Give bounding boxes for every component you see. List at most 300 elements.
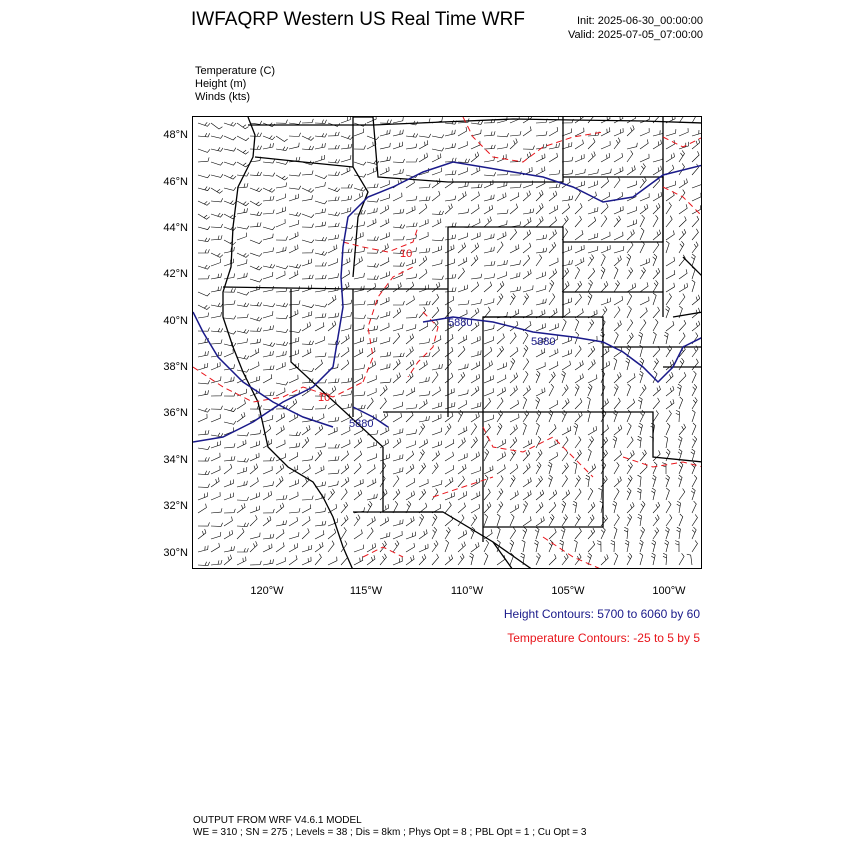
wind-barb <box>380 232 389 240</box>
wind-barb <box>380 120 392 124</box>
wind-barb <box>276 329 288 332</box>
wind-barb <box>458 364 468 370</box>
wind-barb <box>302 322 311 331</box>
chart-title: IWFAQRP Western US Real Time WRF <box>191 9 525 30</box>
wind-barb <box>601 127 610 136</box>
wind-barb <box>406 133 418 137</box>
wind-barb <box>614 256 621 266</box>
wind-barb <box>458 426 467 435</box>
wind-barb <box>549 280 554 292</box>
wind-barb <box>614 307 620 318</box>
wind-barb <box>458 453 467 461</box>
wind-barb <box>341 477 349 487</box>
wind-barb <box>471 184 482 188</box>
wind-barb <box>637 436 641 448</box>
wind-barb <box>666 423 670 435</box>
wind-barb <box>523 516 531 526</box>
wind-barb <box>588 246 598 253</box>
wind-barb <box>627 437 633 448</box>
wind-barb <box>263 272 273 279</box>
lat-label: 38°N <box>163 361 188 373</box>
wind-barb <box>692 384 697 396</box>
field-list <box>195 65 275 104</box>
wind-barb <box>653 386 661 396</box>
wind-barb <box>302 311 312 318</box>
wind-barb <box>198 562 210 566</box>
wind-barb <box>328 489 335 500</box>
wind-barb <box>664 436 667 448</box>
wind-barb <box>627 254 631 266</box>
wind-barb <box>536 502 543 513</box>
wind-barb <box>354 490 362 500</box>
wind-barb <box>250 121 262 125</box>
wind-barb <box>341 391 352 396</box>
wind-barb <box>497 242 503 253</box>
wind-barb <box>692 139 700 149</box>
wind-barb <box>653 230 661 240</box>
wind-barb <box>484 424 490 435</box>
wind-barb <box>315 508 326 513</box>
wind-barb <box>406 532 416 539</box>
wind-barb <box>679 397 683 409</box>
wind-barb <box>549 230 557 240</box>
wind-barb <box>393 467 403 474</box>
wind-barb <box>549 372 555 383</box>
wind-barb <box>471 192 479 201</box>
wind-barb <box>289 543 298 552</box>
wind-barb <box>393 541 399 552</box>
wind-barb <box>692 295 700 305</box>
wind-barb <box>561 527 565 539</box>
wind-barb <box>497 209 508 214</box>
wind-barb <box>211 188 223 193</box>
wind-barb <box>627 333 633 344</box>
wind-barb <box>263 264 275 268</box>
wind-barb <box>289 245 298 253</box>
wind-barb <box>497 144 508 150</box>
wind-barb <box>653 140 662 149</box>
wind-barb <box>640 241 644 253</box>
wind-barb <box>445 274 456 279</box>
wind-barb <box>601 554 608 565</box>
wind-barb <box>263 534 274 539</box>
wind-barb <box>471 402 481 409</box>
wind-barb <box>315 155 325 162</box>
wind-barb <box>536 203 543 214</box>
wind-barb <box>653 528 659 540</box>
wind-barb <box>354 257 362 266</box>
wind-barb <box>549 294 555 306</box>
wind-barb <box>198 238 210 242</box>
wind-barb <box>653 502 660 513</box>
wind-barb <box>536 450 542 461</box>
wind-barb <box>432 414 441 422</box>
wind-barb <box>471 413 479 422</box>
wind-barb <box>484 234 494 240</box>
wind-barb <box>536 371 540 383</box>
wind-barb <box>380 143 390 149</box>
wind-barb <box>523 423 526 435</box>
wind-barb <box>665 540 669 552</box>
wind-barb <box>523 332 528 344</box>
wind-barb <box>432 211 444 215</box>
wind-barb <box>263 303 275 306</box>
wind-barb <box>250 328 262 332</box>
wind-barb <box>510 286 521 292</box>
wind-barb <box>484 145 495 149</box>
wind-barb <box>471 437 477 448</box>
wind-barb <box>367 375 376 383</box>
wind-barb <box>406 347 413 358</box>
wind-barb <box>588 293 592 305</box>
wind-barb <box>302 368 314 371</box>
wind-barb <box>588 436 594 448</box>
wind-barb <box>497 502 503 514</box>
wind-barb <box>224 226 236 230</box>
wind-barb <box>471 361 480 370</box>
wind-barb <box>250 492 259 500</box>
wind-barb <box>406 206 415 214</box>
wind-barb <box>692 423 696 435</box>
wind-barb <box>601 437 608 448</box>
wind-barb <box>614 332 618 344</box>
footer-config: WE = 310 ; SN = 275 ; Levels = 38 ; Dis = 8km ; Phys Opt = 8 ; PBL Opt = 1 ; Cu Opt = 3 <box>193 827 587 838</box>
wind-barb <box>484 261 495 266</box>
wind-barb <box>692 151 699 162</box>
wind-barb <box>224 509 235 513</box>
wind-barb <box>250 464 258 474</box>
wind-barb <box>211 406 223 410</box>
wind-barb <box>224 392 236 396</box>
wind-barb <box>497 220 507 227</box>
wind-barb <box>432 260 442 267</box>
wind-barb <box>211 392 222 396</box>
wind-barb <box>523 371 528 383</box>
wind-barb <box>302 425 310 435</box>
wind-barb <box>380 257 389 266</box>
wind-barb <box>289 399 297 409</box>
wind-barb <box>627 514 632 526</box>
wind-barb <box>276 440 285 448</box>
wind-barb <box>224 342 236 346</box>
wind-barb <box>549 242 556 253</box>
wind-barb <box>601 203 608 214</box>
wind-barb <box>458 141 467 149</box>
wind-barb <box>510 131 521 136</box>
wind-barb <box>354 348 363 357</box>
wind-barb <box>263 374 272 383</box>
wind-barb <box>666 488 669 500</box>
wind-barb <box>497 260 507 266</box>
wind-barb <box>237 440 246 448</box>
wind-barb <box>302 545 312 552</box>
wind-barb <box>341 378 352 383</box>
wind-barb <box>432 364 442 370</box>
wind-barb <box>614 514 619 526</box>
wind-barb <box>250 201 262 206</box>
wind-barb <box>575 258 584 267</box>
wind-barb <box>653 319 658 331</box>
wind-barb <box>198 380 210 384</box>
wind-barb <box>263 173 275 177</box>
wind-barb <box>575 514 580 526</box>
wind-barb <box>328 223 339 227</box>
wind-barb <box>614 177 620 188</box>
wind-barb <box>692 205 701 214</box>
wind-barb <box>458 167 467 175</box>
wind-barb <box>666 321 674 331</box>
wind-barb <box>432 480 442 487</box>
wind-barb <box>263 227 275 230</box>
wind-barb <box>445 555 453 565</box>
wind-barb <box>614 206 623 214</box>
wind-barb <box>510 491 518 500</box>
wind-barb <box>198 471 210 475</box>
wind-barb <box>367 494 377 500</box>
wind-barb <box>445 334 453 344</box>
wind-barb <box>237 329 249 333</box>
wind-barb <box>588 528 595 539</box>
wind-barb <box>198 430 209 435</box>
wind-barb <box>354 174 366 177</box>
wind-barb <box>692 410 695 422</box>
wind-barb <box>573 501 577 513</box>
wind-barb <box>510 229 517 240</box>
wind-barb <box>263 544 272 552</box>
wind-barb <box>354 545 363 552</box>
wind-barb <box>237 497 249 501</box>
wind-barb <box>497 232 506 240</box>
wind-barb <box>393 301 404 305</box>
wind-barb <box>562 437 568 448</box>
wind-barb <box>625 540 629 552</box>
wind-barb <box>328 212 340 216</box>
wind-barb <box>549 191 557 201</box>
wind-barb <box>445 204 452 214</box>
wind-barb <box>601 476 607 487</box>
wind-barb <box>666 216 672 227</box>
wind-barb <box>484 131 495 136</box>
wind-barb <box>315 405 326 409</box>
wind-barb <box>523 230 531 240</box>
wind-barb <box>315 554 321 565</box>
wind-barb <box>614 232 623 240</box>
wind-barb <box>406 223 417 227</box>
wind-barb <box>627 230 634 241</box>
wind-barb <box>586 475 590 487</box>
wind-barb <box>575 281 582 292</box>
wind-barb <box>237 467 247 474</box>
wind-barb <box>653 155 663 162</box>
wind-barb <box>419 554 426 565</box>
wind-barb <box>406 334 414 344</box>
wind-barb <box>652 540 656 552</box>
wind-barb <box>484 415 494 422</box>
wind-barb <box>536 553 540 565</box>
wind-barb <box>367 517 375 527</box>
wind-barb <box>523 146 535 150</box>
wind-barb <box>367 208 377 214</box>
wind-barb <box>445 527 450 539</box>
wind-barb <box>497 294 503 305</box>
wind-barb <box>679 320 686 331</box>
wind-barb <box>536 323 545 331</box>
wind-barb <box>211 414 220 422</box>
wind-barb <box>198 201 210 205</box>
wind-barb <box>536 490 544 500</box>
wind-barb <box>597 541 601 552</box>
height-label: 5880 <box>531 336 556 348</box>
wind-barb <box>406 296 414 305</box>
wind-barb <box>432 178 440 188</box>
wind-barb <box>276 136 288 142</box>
wind-barb <box>575 489 581 500</box>
wind-barb <box>237 149 249 154</box>
wind-barb <box>289 555 297 565</box>
wind-barb <box>198 457 209 461</box>
wind-barb <box>601 347 609 357</box>
wind-barb <box>276 194 286 201</box>
wind-barb <box>676 410 680 422</box>
wind-barb <box>211 135 223 138</box>
wind-barb <box>601 399 609 409</box>
wind-barb <box>523 490 531 500</box>
wind-barb <box>393 373 401 383</box>
wind-barb <box>548 475 552 487</box>
wind-barb <box>302 504 311 513</box>
wind-barb <box>523 269 531 279</box>
wind-barb <box>393 308 401 318</box>
wind-barb <box>341 502 348 513</box>
field-temperature: Temperature (C) <box>195 65 276 77</box>
wind-barb <box>315 313 326 318</box>
wind-barb <box>341 144 352 149</box>
wind-barb <box>276 557 285 565</box>
wind-barb <box>263 559 274 565</box>
wind-barb <box>601 281 608 292</box>
wind-barb <box>393 117 403 123</box>
wind-barb <box>692 514 698 526</box>
wind-barb <box>549 361 558 370</box>
wind-barb <box>549 490 557 500</box>
wind-barb <box>250 453 259 461</box>
wind-barb <box>497 154 506 162</box>
wind-barb <box>536 154 545 162</box>
wind-barb <box>328 427 337 435</box>
wind-barb <box>666 153 675 162</box>
wind-barb <box>419 479 428 487</box>
wind-barb <box>510 400 519 409</box>
wind-barb <box>380 532 390 539</box>
wind-barb <box>263 481 274 487</box>
wind-barb <box>263 491 272 500</box>
wind-barb <box>627 283 636 292</box>
wind-barb <box>522 540 525 552</box>
wind-barb <box>445 296 454 305</box>
wind-barb <box>406 360 414 370</box>
wind-barb <box>302 406 314 410</box>
wind-barb <box>471 299 481 305</box>
wind-barb <box>341 464 349 474</box>
init-time: Init: 2025-06-30_00:00:00 <box>577 15 703 27</box>
wind-barb <box>393 169 403 175</box>
weather-map <box>192 116 702 569</box>
wind-barb <box>380 541 386 552</box>
wind-barb <box>484 398 491 409</box>
wind-barb <box>536 397 540 409</box>
wind-barb <box>458 209 469 214</box>
wind-barb <box>536 299 546 305</box>
wind-barb <box>406 464 414 474</box>
wind-barb <box>406 411 413 422</box>
wind-barb <box>692 280 695 292</box>
wind-barb <box>198 363 208 370</box>
wind-barb <box>211 235 222 240</box>
wind-barb <box>224 464 232 474</box>
wind-barb <box>419 339 430 345</box>
wind-barb <box>328 470 339 475</box>
wind-barb <box>198 328 210 332</box>
wind-barb <box>393 402 403 409</box>
wind-barb <box>627 166 635 176</box>
wind-barb <box>575 294 582 305</box>
wind-barb <box>574 462 577 474</box>
wind-barb <box>367 276 379 280</box>
wind-barb <box>198 390 209 396</box>
wind-barb <box>276 207 286 214</box>
wind-barb <box>662 463 666 474</box>
wind-barb <box>458 491 467 500</box>
wind-barb <box>458 159 470 163</box>
wind-barb <box>638 475 642 487</box>
wind-barb <box>315 336 324 344</box>
wind-barb <box>341 325 351 332</box>
wind-barb <box>549 170 560 175</box>
wind-barb <box>653 346 660 357</box>
wind-barb <box>445 223 456 227</box>
wind-barb <box>315 262 326 266</box>
wind-barb <box>211 312 222 318</box>
wind-barb <box>549 540 553 552</box>
wind-barb <box>276 476 283 487</box>
wind-barb <box>510 540 514 552</box>
wind-barb <box>601 307 607 318</box>
wind-barb <box>406 555 414 565</box>
wind-barb <box>601 298 611 305</box>
wind-barb <box>445 130 455 136</box>
wind-barb <box>588 375 597 384</box>
wind-barb <box>432 282 440 292</box>
wind-barb <box>640 228 644 240</box>
wind-barb <box>458 438 465 448</box>
wind-barb <box>484 347 492 357</box>
wind-barb <box>432 294 439 305</box>
wind-barb <box>471 374 480 383</box>
wind-barb <box>535 527 539 539</box>
wind-barb <box>406 158 417 162</box>
wind-barb <box>367 464 375 474</box>
wind-barb <box>510 347 518 357</box>
wind-barb <box>458 346 465 357</box>
wind-barb <box>445 235 456 241</box>
wind-barb <box>679 179 687 188</box>
wind-barb <box>367 219 376 227</box>
wind-barb <box>653 307 660 318</box>
wind-barb <box>640 308 647 319</box>
wind-barb <box>432 514 437 526</box>
wind-barb <box>380 130 390 136</box>
wind-barb <box>341 451 349 461</box>
